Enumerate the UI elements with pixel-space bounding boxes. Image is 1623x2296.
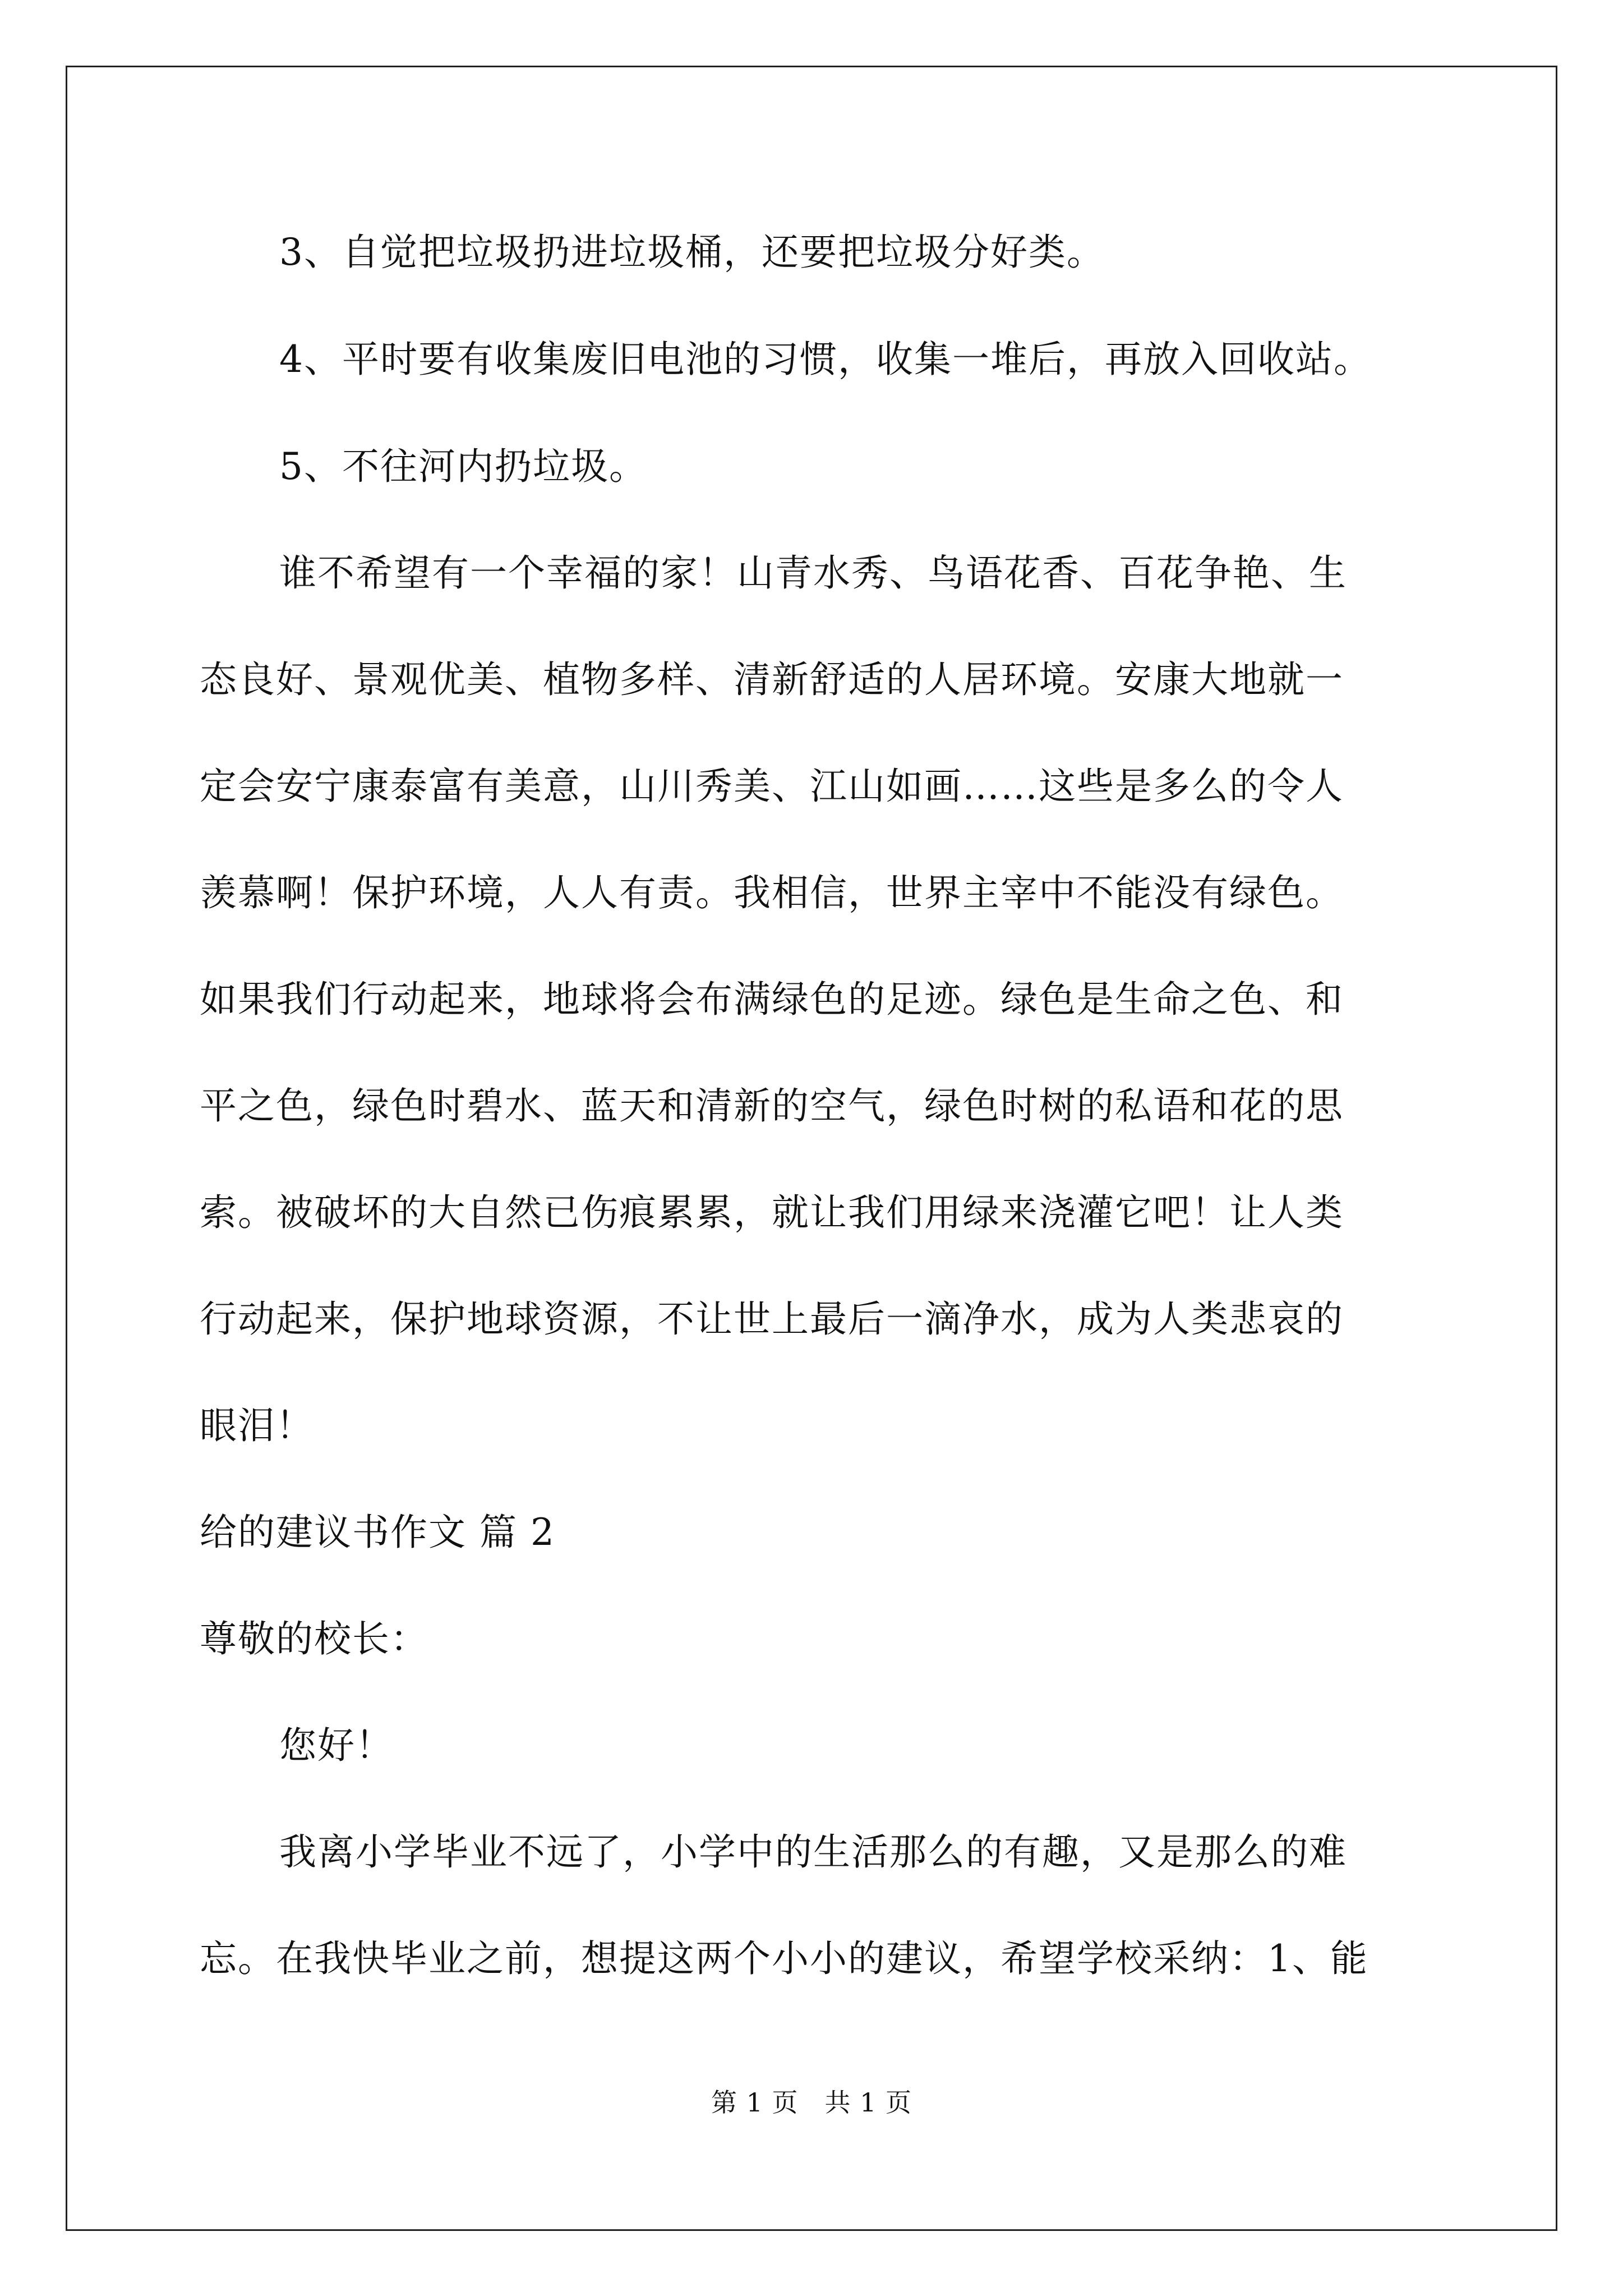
text-line: 平之色，绿色时碧水、蓝天和清新的空气，绿色时树的私语和花的思: [200, 1084, 1344, 1128]
text-line: 5、不往河内扔垃圾。: [279, 445, 647, 488]
text-line: 态良好、景观优美、植物多样、清新舒适的人居环境。安康大地就一: [200, 658, 1344, 701]
section-heading: 给的建议书作文 篇 2: [200, 1511, 555, 1554]
greeting: 您好！: [279, 1724, 394, 1767]
page-footer: 第 1 页 共 1 页: [711, 2087, 912, 2118]
page-border: [66, 66, 1557, 2231]
salutation: 尊敬的校长：: [200, 1617, 428, 1660]
text-line: 谁不希望有一个幸福的家！山青水秀、鸟语花香、百花争艳、生: [279, 551, 1347, 595]
text-line: 如果我们行动起来，地球将会布满绿色的足迹。绿色是生命之色、和: [200, 978, 1344, 1021]
text-line: 3、自觉把垃圾扔进垃圾桶，还要把垃圾分好类。: [279, 231, 1105, 274]
text-line: 羡慕啊！保护环境，人人有责。我相信，世界主宰中不能没有绿色。: [200, 871, 1344, 914]
text-line: 4、平时要有收集废旧电池的习惯，收集一堆后，再放入回收站。: [279, 338, 1372, 381]
text-line: 索。被破坏的大自然已伤痕累累，就让我们用绿来浇灌它吧！让人类: [200, 1191, 1344, 1234]
text-line: 我离小学毕业不远了，小学中的生活那么的有趣，又是那么的难: [279, 1830, 1347, 1874]
text-line: 定会安宁康泰富有美意，山川秀美、江山如画……这些是多么的令人: [200, 765, 1344, 808]
text-line: 行动起来，保护地球资源，不让世上最后一滴净水，成为人类悲哀的: [200, 1297, 1344, 1341]
text-line: 忘。在我快毕业之前，想提这两个小小的建议，希望学校采纳：1、能: [200, 1937, 1368, 1980]
text-line: 眼泪！: [200, 1404, 314, 1447]
